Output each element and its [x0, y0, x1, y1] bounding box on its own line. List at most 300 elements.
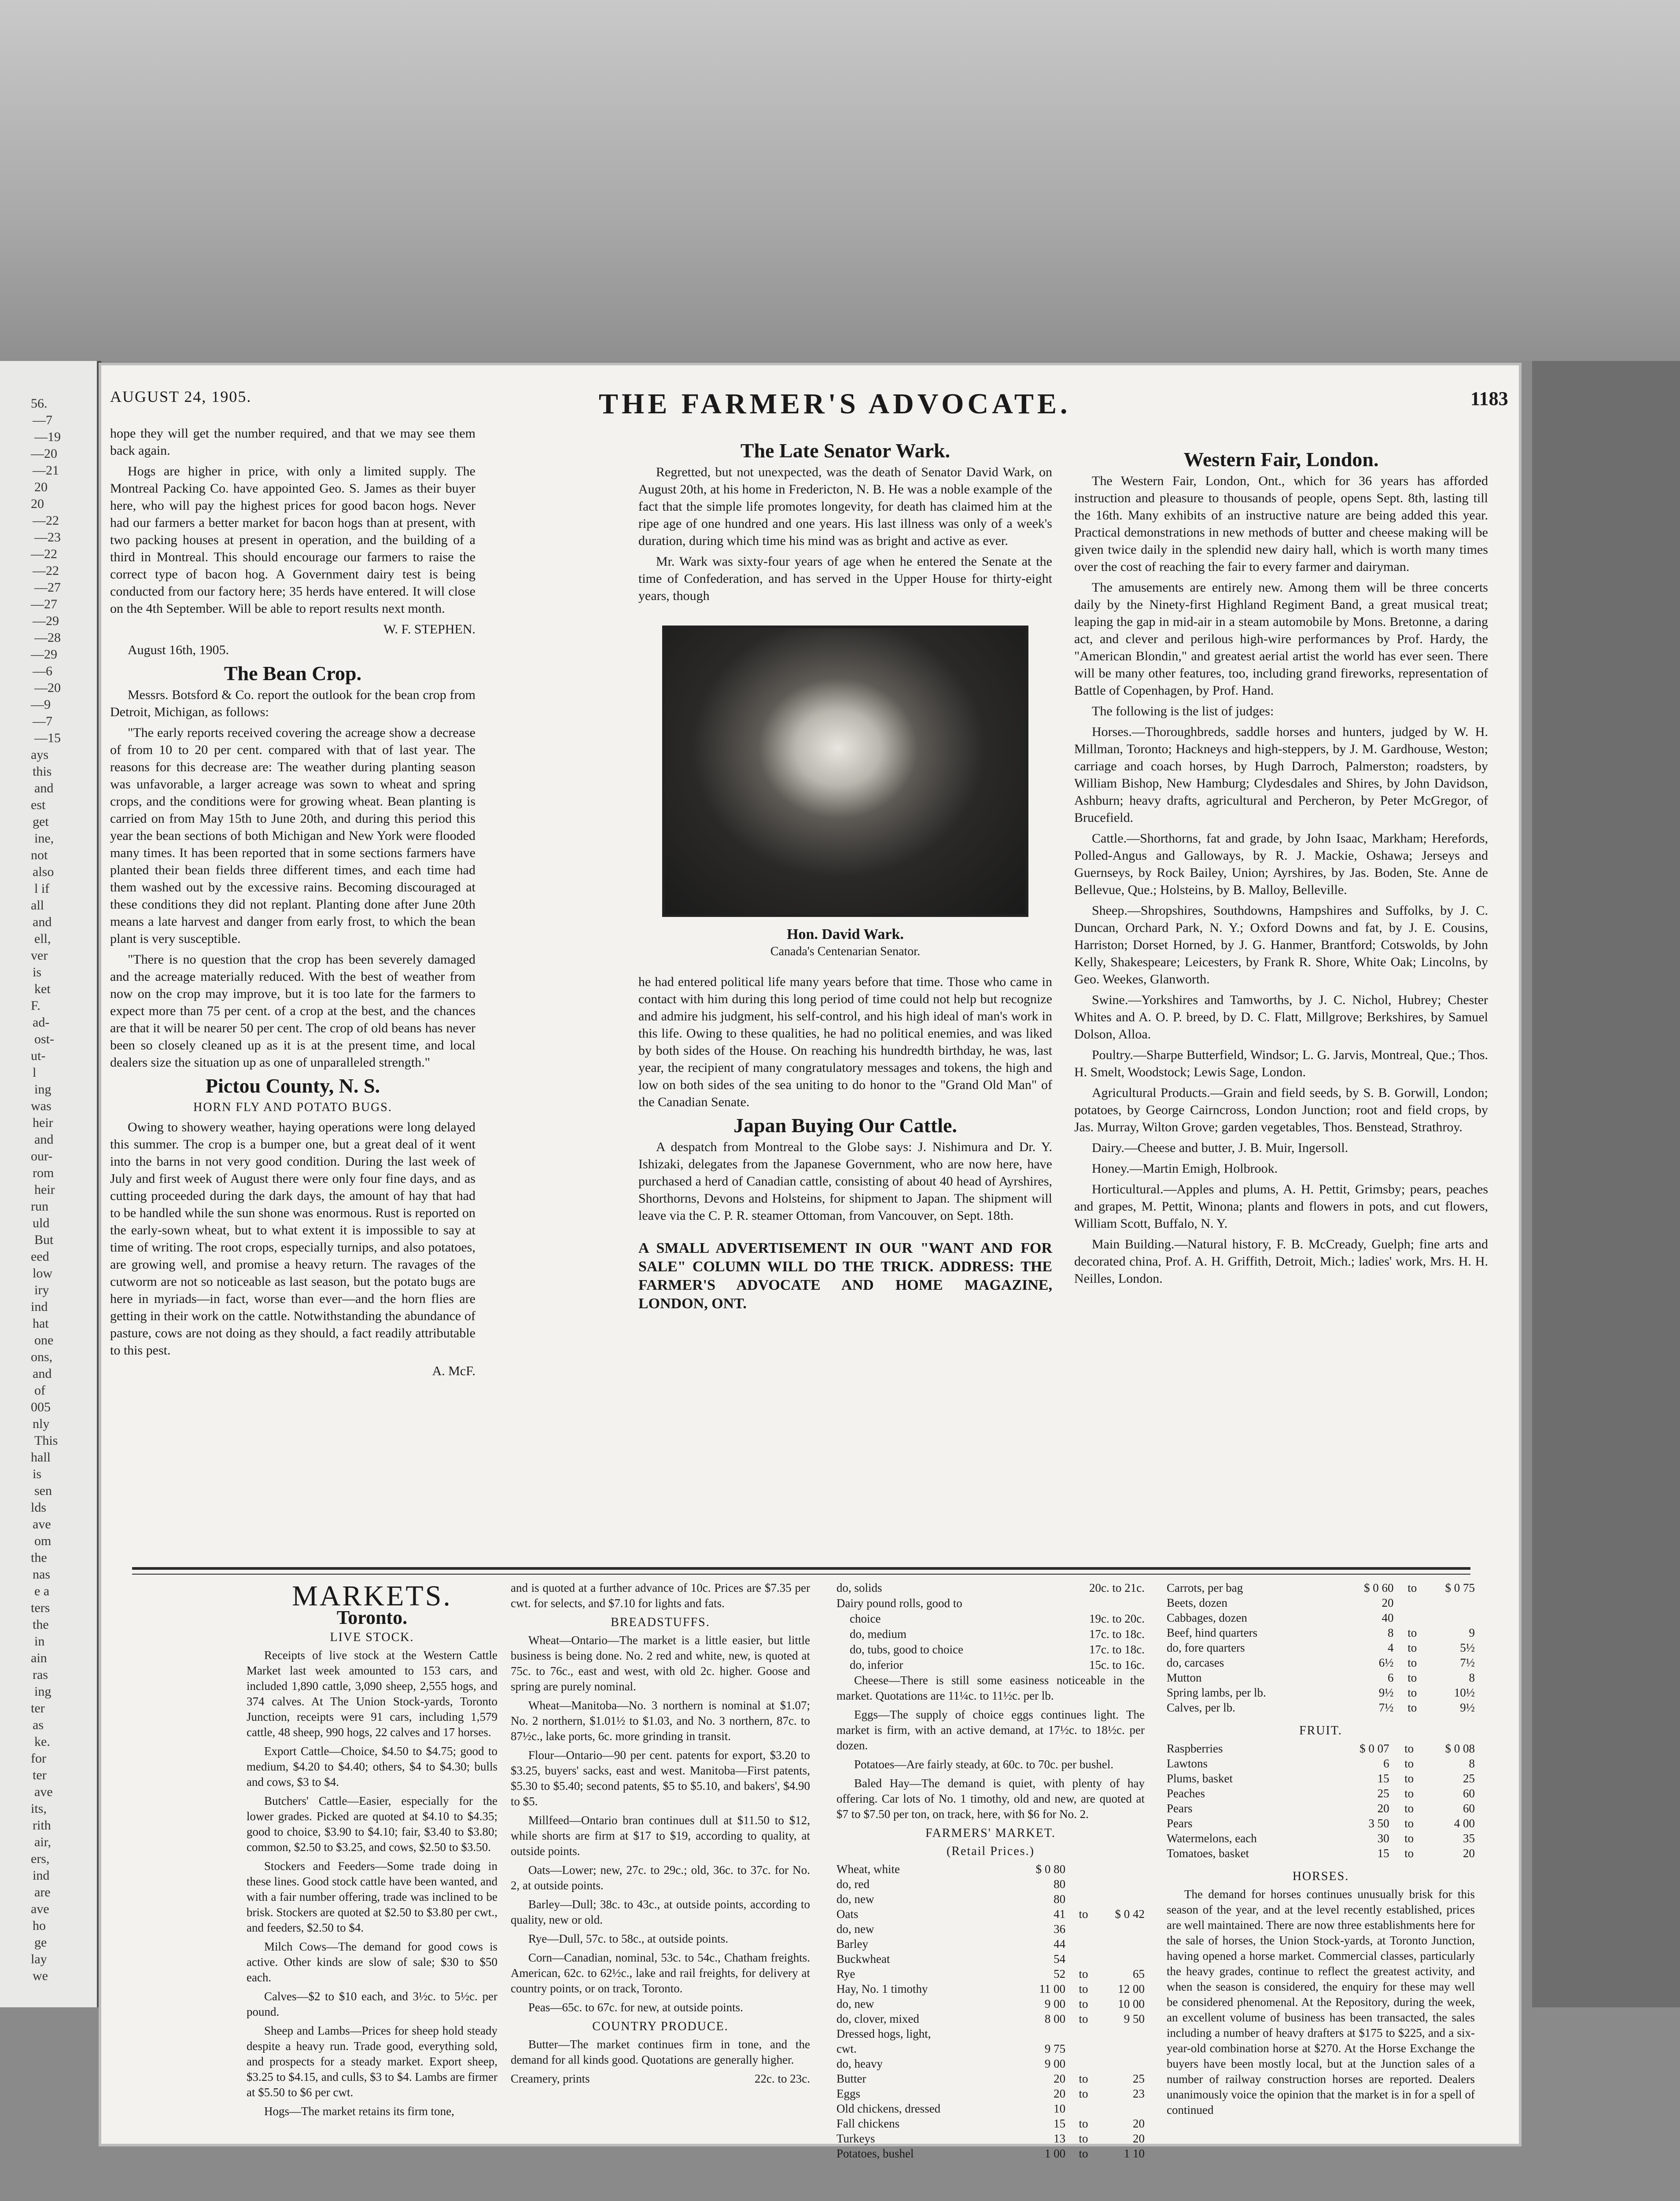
table-cell: Raspberries [1167, 1742, 1223, 1755]
table-cell: Mutton [1167, 1671, 1202, 1684]
table-cell: to [1079, 2117, 1088, 2130]
table-cell: 17c. to 18c. [1089, 1627, 1145, 1641]
adjacent-page-fragment: —28 [34, 630, 61, 645]
table-cell: 60 [1463, 1802, 1475, 1815]
adjacent-page-fragment: also [33, 865, 54, 879]
table-row [1167, 1685, 1475, 1700]
table-row [1167, 1801, 1475, 1816]
stephen-para: Hogs are higher in price, with only a limited supply. The Montreal Packing Co. have appointed Geo. S. James as their buyer here, who will pay the highest prices for good bacon hogs. Never had our farmers a better market for bacon hogs than at present, with two packing houses at present in operation, and the building of a third in Montreal. This should encourage our farmers to raise the correct type of bacon hog. A Government dairy test is being conducted from our factory here; 35 herds have entered. It will close on the 4th September. Will be able to report results next month. [110, 464, 475, 616]
breadstuffs-para: Flour—Ontario—90 per cent. patents for export, $3.20 to $3.25, buyers' sacks, east and west. Manitoba—First patents, $5.30 to $5.40; second patents, $5 to $5.10, and bakers', $4.90 to $5. [511, 1748, 810, 1808]
adjacent-page-fragment: for [31, 1751, 46, 1766]
fair-para: The Western Fair, London, Ont., which for 36 years has afforded instruction and pleasure to thousands of people, opens Sept. 8th, lasting till the 16th. Many exhibits of an instructive nature are being added this year. Practical demonstrations in new methods of butter and cheese making will be given twice daily in the splendid new dairy hall, which is worth many times over the cost of reaching the fair to every farmer and dairyman. [1074, 474, 1488, 574]
table-cell: to [1407, 1671, 1417, 1684]
table-cell: 4 [1388, 1641, 1394, 1654]
table-cell [1088, 1892, 1145, 1907]
fair-para: Sheep.—Shropshires, Southdowns, Hampshires and Suffolks, by J. C. Duncan, Orchard Park, N. Y.; Oxford Downs and fat, by J. E. Cousins, Harriston; Dorset Horned, by J. G. Hanmer, Brantford; Cotswolds, by John Kelly, Shakespeare; Leicesters, by Frank R. Shore, White Oak; Lincolns, by Geo. Weekes, Glanworth. [1074, 903, 1488, 986]
retail-note: (Retail Prices.) [947, 1844, 1035, 1858]
table-row [1167, 1741, 1475, 1756]
adjacent-page-fragment: ut- [31, 1049, 46, 1063]
table-cell: Oats [836, 1907, 858, 1921]
adjacent-page-fragment: hall [31, 1450, 51, 1465]
table-cell: 7½ [1460, 1656, 1475, 1669]
adjacent-page-fragment: —29 [31, 647, 57, 662]
table-row [836, 1996, 1145, 2011]
adjacent-page-fragment: hat [33, 1316, 49, 1331]
adjacent-page-fragment: uld [33, 1216, 50, 1230]
table-cell: 20 [1463, 1847, 1475, 1860]
breadstuffs-para: Rye—Dull, 57c. to 58c., at outside points. [528, 1932, 729, 1945]
adjacent-page-fragment: rom [33, 1166, 54, 1180]
bean-crop-heading: The Bean Crop. [224, 662, 362, 685]
adjacent-page-fragment: one [34, 1333, 54, 1347]
table-cell [1417, 1595, 1475, 1610]
horses-subheading: HORSES. [1292, 1870, 1349, 1883]
adjacent-page-fragment: —20 [34, 681, 61, 695]
adjacent-page-fragment: heir [33, 1115, 53, 1130]
adjacent-page-fragment: air, [34, 1835, 51, 1849]
table-cell: 25 [1133, 2072, 1145, 2085]
table-cell: 20 [1377, 1802, 1389, 1815]
table-cell: 7½ [1378, 1701, 1394, 1714]
pictou-subheading: HORN FLY AND POTATO BUGS. [193, 1100, 392, 1114]
bean-para: "The early reports received covering the acreage show a decrease of from 10 to 20 per cent. compared with that of last year. The reasons for this decrease are: The weather during planting season was unfavorable, a larger acreage was sown to wheat and spring crops, and the conditions were for growing wheat. Bean planting is carried on from May 15th to June 20th, and during this period this year the bean sections of both Michigan and New York were flooded many times. It has been reported that in some sections farmers have planted their bean fields three different times, and each time had them washed out by the excessive rains. Becoming discouraged at these conditions they did not replant. Planting done after June 20th means a late harvest and danger from early frost, to which the bean plant is very susceptible. [110, 725, 475, 946]
japan-heading: Japan Buying Our Cattle. [733, 1114, 957, 1137]
wark-portrait [662, 626, 1028, 917]
adjacent-page-fragment: ind [33, 1868, 50, 1883]
adjacent-page-fragment: —23 [34, 530, 61, 545]
table-cell: Cabbages, dozen [1167, 1611, 1247, 1624]
adjacent-page-fragment: —27 [31, 597, 57, 611]
adjacent-page-fragment: eed [31, 1249, 49, 1264]
livestock-para: Calves—$2 to $10 each, and 3½c. to 5½c. per pound. [247, 1990, 497, 2018]
table-cell: 80 [1054, 1892, 1066, 1906]
table-row [836, 1862, 1145, 1877]
table-cell: $ 0 07 [1359, 1742, 1389, 1755]
adjacent-page-fragment: —27 [34, 580, 61, 595]
bean-para: Messrs. Botsford & Co. report the outlook for the bean crop from Detroit, Michigan, as follows: [110, 688, 475, 719]
table-row [836, 2116, 1145, 2131]
table-cell [1065, 2101, 1088, 2116]
table-row [836, 1877, 1145, 1892]
table-cell: to [1404, 1802, 1414, 1815]
adjacent-page-fragment: —22 [33, 513, 59, 528]
table-cell: Peaches [1167, 1787, 1205, 1800]
adjacent-page-fragment: ave [34, 1785, 53, 1799]
table-row [836, 1611, 1145, 1627]
table-cell: Wheat, white [836, 1862, 900, 1876]
produce-para: Butter—The market continues firm in tone, and the demand for all kinds good. Quotations are generally higher. [511, 2038, 810, 2066]
table-cell [1065, 2026, 1088, 2041]
section-divider [132, 1567, 1470, 1570]
adjacent-page-fragment: get [33, 814, 49, 829]
masthead-title: THE FARMER'S ADVOCATE. [599, 388, 1071, 420]
fair-para: The amusements are entirely new. Among them will be three concerts daily by the Ninety-first Highland Regiment Band, a great musical treat; leaping the gap in mid-air in a steam automobile by Mons. Bretonne, a daring act, and clever and perilous high-wire performances by Prof. Hardy, the "American Blondin," and greatest aerial artist the world has ever seen. There will be many other features, too, including grand fireworks, representation of Battle of Copenhagen, by Prof. Hand. [1074, 580, 1488, 698]
table-cell: do, new [836, 1892, 874, 1906]
table-row [836, 1892, 1145, 1907]
table-cell: Buckwheat [836, 1952, 890, 1965]
markets-column-2 [511, 1580, 810, 2087]
markets-column-1 [247, 1580, 497, 2123]
adjacent-page-fragment: This [34, 1433, 58, 1448]
table-cell: 36 [1054, 1922, 1066, 1936]
table-row [1167, 1771, 1475, 1786]
table-cell: 8 [1469, 1671, 1475, 1684]
adjacent-page-fragment: the [31, 1550, 47, 1565]
table-row [1167, 1595, 1475, 1610]
adjacent-page-fragment: —15 [34, 731, 61, 745]
table-cell: Creamery, prints [511, 2072, 590, 2085]
table-cell: Plums, basket [1167, 1772, 1233, 1785]
table-cell: 9 75 [1044, 2042, 1066, 2055]
adjacent-page-fragment: —20 [31, 446, 57, 461]
table-cell: to [1079, 1997, 1088, 2010]
table-cell: 25 [1377, 1787, 1389, 1800]
table-cell: 22c. to 23c. [755, 2072, 810, 2085]
table-cell: 30 [1377, 1832, 1389, 1845]
table-cell: $ 0 80 [1035, 1862, 1066, 1876]
livestock-para: Sheep and Lambs—Prices for sheep hold steady despite a heavy run. Trade good, everything sold, and prospects for a steady market. Export sheep, $3.25 to $4.15, and culls, $3 to $4. Lambs are firmer at $5.50 to $6 per cwt. [247, 2024, 497, 2099]
pictou-heading: Pictou County, N. S. [205, 1075, 380, 1097]
table-cell: to [1407, 1701, 1417, 1714]
table-cell [1417, 1610, 1475, 1625]
adjacent-page-fragment: low [33, 1266, 52, 1281]
adjacent-page-fragment: ell, [34, 931, 51, 946]
table-row [1167, 1655, 1475, 1670]
table-cell: Beets, dozen [1167, 1596, 1227, 1609]
adjacent-page-fragment: sen [34, 1483, 52, 1498]
table-cell [1394, 1610, 1417, 1625]
adjacent-page-fragment: of [34, 1383, 45, 1398]
table-cell: Tomatoes, basket [1167, 1847, 1249, 1860]
livestock-para: Milch Cows—The demand for good cows is active. Other kinds are slow of sale; $30 to $50 each. [247, 1940, 497, 1984]
table-row [1167, 1625, 1475, 1640]
table-row [1167, 1700, 1475, 1715]
adjacent-page-fragment: ad- [33, 1015, 50, 1030]
butter-table [511, 2071, 810, 2087]
table-cell: 41 [1054, 1907, 1066, 1921]
table-cell: 25 [1463, 1772, 1475, 1785]
adjacent-page-fragment: ays [31, 747, 48, 762]
table-cell: Pears [1167, 1802, 1193, 1815]
breadstuffs-para: Barley—Dull; 38c. to 43c., at outside points, according to quality, new or old. [511, 1898, 810, 1926]
table-cell: to [1407, 1581, 1417, 1594]
adjacent-page-fragment: lay [31, 1952, 47, 1966]
fruit-subheading: FRUIT. [1299, 1724, 1342, 1737]
table-cell: Carrots, per bag [1167, 1581, 1243, 1594]
table-cell [1088, 1877, 1145, 1892]
table-row [1167, 1610, 1475, 1625]
table-cell: 80 [1054, 1877, 1066, 1891]
table-cell: do, clover, mixed [836, 2012, 919, 2025]
table-cell [1046, 1596, 1145, 1611]
country-produce-subheading: COUNTRY PRODUCE. [592, 2020, 729, 2033]
table-cell: 65 [1133, 1967, 1145, 1980]
adjacent-page-fragment: est [31, 798, 46, 812]
vegetables-meat-table [1167, 1580, 1475, 1715]
table-cell: 19c. to 20c. [1089, 1612, 1145, 1625]
table-cell: to [1079, 1967, 1088, 1980]
table-cell: do, medium [850, 1627, 906, 1641]
adjacent-page-fragment: 56. [31, 396, 48, 411]
table-cell: do, new [836, 1997, 874, 2010]
table-cell: 23 [1133, 2087, 1145, 2100]
table-cell: 60 [1463, 1787, 1475, 1800]
table-row [836, 1596, 1145, 1611]
adjacent-page-fragment: run [31, 1199, 48, 1214]
adjacent-page-fragment: ost- [34, 1032, 54, 1046]
adjacent-page-fragment: —9 [31, 697, 51, 712]
adjacent-page-fragment: nas [33, 1567, 50, 1582]
column-3 [1074, 445, 1488, 1291]
table-cell: Calves, per lb. [1167, 1701, 1235, 1714]
table-cell: 6 [1388, 1671, 1394, 1684]
adjacent-page-fragment: l [33, 1065, 37, 1080]
fair-para: Poultry.—Sharpe Butterfield, Windsor; L. G. Jarvis, Montreal, Que.; Thos. H. Smelt, Woodstock; Lewis Sage, London. [1074, 1048, 1488, 1079]
table-cell: 8 [1388, 1626, 1394, 1639]
adjacent-page-fragment: om [34, 1534, 52, 1548]
livestock-para: Receipts of live stock at the Western Cattle Market last week amounted to 153 cars, and included 1,890 cattle, 3,090 sheep, 2,555 hogs, and 374 calves. At The Union Stock-yards, Toronto Junction, receipts were 91 cars, including 1,579 cattle, 48 sheep, 990 hogs, 22 calves and 17 horses. [247, 1649, 497, 1739]
table-cell: 15 [1377, 1772, 1389, 1785]
hogs-continued: and is quoted at a further advance of 10c. Prices are $7.35 per cwt. for selects, and $7.10 for lights and fats. [511, 1581, 810, 1610]
table-cell: 9 [1469, 1626, 1475, 1639]
adjacent-page-fragment: ers, [31, 1851, 50, 1866]
adjacent-page-fragment: —21 [33, 463, 59, 478]
adjacent-page-fragment: in [34, 1634, 45, 1649]
portrait-subcaption: Canada's Centenarian Senator. [770, 945, 921, 958]
adjacent-page-fragment: —22 [33, 563, 59, 578]
table-row [836, 1966, 1145, 1981]
table-row [1167, 1640, 1475, 1655]
microfilm-top-margin [0, 0, 1680, 361]
adjacent-page-fragment: —19 [34, 430, 61, 444]
table-cell: 10 00 [1118, 1997, 1145, 2010]
table-row [836, 1580, 1145, 1596]
portrait-caption: Hon. David Wark. [787, 926, 904, 942]
table-cell: 3 50 [1368, 1817, 1389, 1830]
table-row [511, 2071, 810, 2087]
fair-para: Horses.—Thoroughbreds, saddle horses and hunters, judged by W. H. Millman, Toronto; Hackneys and high-steppers, by J. M. Gardhouse, Weston; carriage and coach horses, by Hugh Darroch, Palmerston; roadsters, by William Bishop, New Hamburg; Clydesdales and Shires, by John Davidson, Ashburn; heavy drafts, agricultural and Percheron, by Peter McGregor, of Brucefield. [1074, 725, 1488, 825]
table-cell [1088, 1921, 1145, 1936]
table-cell [1088, 2101, 1145, 2116]
adjacent-page-fragment: was [31, 1099, 52, 1113]
table-row [1167, 1831, 1475, 1846]
table-row [836, 1907, 1145, 1921]
table-cell: to [1404, 1742, 1414, 1755]
breadstuffs-para: Peas—65c. to 67c. for new, at outside points. [528, 2001, 743, 2014]
adjacent-page-fragment: But [34, 1233, 54, 1247]
fair-para: Cattle.—Shorthorns, fat and grade, by John Isaac, Markham; Herefords, Polled-Angus and Galloways, by R. J. Mackie, Oshawa; Jerseys and Guernseys, by Rock Bailey, Union; Ayrshires, by Jas. Boden, Ste. Anne de Bellevue, Que.; Holsteins, by B. Malloy, Belleville. [1074, 831, 1488, 897]
adjacent-page-fragment: our- [31, 1149, 53, 1163]
table-cell: 15 [1377, 1847, 1389, 1860]
table-cell: to [1079, 2132, 1088, 2145]
adjacent-page-fragment: ho [33, 1918, 46, 1933]
adjacent-page-fragment: —22 [31, 547, 57, 561]
table-cell: Turkeys [836, 2132, 875, 2145]
adjacent-page-fragment: —29 [33, 614, 59, 628]
table-cell: to [1407, 1641, 1417, 1654]
table-cell: Beef, hind quarters [1167, 1626, 1258, 1639]
adjacent-page-fragment: ind [31, 1299, 48, 1314]
adjacent-page-fragment: the [33, 1617, 49, 1632]
table-cell: $ 0 60 [1364, 1581, 1394, 1594]
advertisement-notice: A SMALL ADVERTISEMENT IN OUR "WANT AND FOR SALE" COLUMN WILL DO THE TRICK. ADDRESS: THE FARMER'S ADVOCATE AND HOME MAGAZINE, LONDON, ONT. [638, 1240, 1052, 1312]
table-cell: 9½ [1378, 1686, 1394, 1699]
stephen-para: hope they will get the number required, and that we may see them back again. [110, 426, 475, 458]
table-cell: 8 00 [1044, 2012, 1066, 2025]
adjacent-page-fragment: not [31, 848, 48, 862]
table-row [1167, 1756, 1475, 1771]
adjacent-page-fragment: 005 [31, 1400, 51, 1414]
adjacent-page-fragment: ge [34, 1935, 47, 1950]
adjacent-page-fragment: ing [34, 1082, 52, 1097]
adjacent-page-fragment: we [33, 1969, 48, 1983]
adjacent-page-fragment: this [33, 764, 52, 779]
markets-title: MARKETS. [292, 1580, 452, 1612]
adjacent-page-fragment: l if [34, 881, 50, 896]
japan-para: A despatch from Montreal to the Globe says: J. Nishimura and Dr. Y. Ishizaki, delegates from the Japanese Government, who are now here, have purchased a herd of Canadian cattle, consisting of about 40 head of Ayrshires, Shorthorns, Devons and Holsteins, for shipment to Japan. The shipment will leave via the C. P. R. steamer Ottoman, from Vancouver, on Sept. 18th. [638, 1140, 1052, 1223]
column-2 [638, 436, 1052, 1317]
adjacent-page-fragment: heir [34, 1182, 55, 1197]
adjacent-page-fragment: F. [31, 998, 41, 1013]
table-row [1167, 1846, 1475, 1861]
breadstuffs-para: Wheat—Ontario—The market is a little easier, but little business is being done. No. 2 red and white, new, is quoted at 75c. to 76c., east and west, with old 2c. higher. Goose and spring are purely nominal. [511, 1634, 810, 1693]
butter-table-continued [836, 1580, 1145, 1673]
table-cell: 9 00 [1044, 1997, 1066, 2010]
adjacent-page-fragment: its, [31, 1801, 47, 1816]
table-cell: 54 [1054, 1952, 1066, 1965]
table-row [836, 2131, 1145, 2146]
table-cell [1065, 1877, 1088, 1892]
produce-para: Cheese—There is still some easiness noticeable in the market. Quotations are 11¼c. to 11½c. per lb. [836, 1674, 1145, 1702]
fair-para: Swine.—Yorkshires and Tamworths, by J. C. Nichol, Hubrey; Chester Whites and A. O. P. breed, by D. C. Flatt, Millgrove; Berkshires, by Samuel Dolson, Alloa. [1074, 993, 1488, 1042]
column-1 [110, 425, 475, 1383]
produce-para: Potatoes—Are fairly steady, at 60c. to 70c. per bushel. [854, 1758, 1114, 1771]
produce-para: Eggs—The supply of choice eggs continues light. The market is firm, with an active demand, at 17½c. to 18½c. per dozen. [836, 1708, 1145, 1752]
markets-column-3 [836, 1580, 1145, 2161]
adjacent-page-fragment: nly [33, 1417, 50, 1431]
table-row [836, 1642, 1145, 1657]
table-cell: to [1404, 1757, 1414, 1770]
fair-para: Dairy.—Cheese and butter, J. B. Muir, Ingersoll. [1092, 1141, 1348, 1155]
table-cell: 15c. to 16c. [1089, 1658, 1145, 1671]
horses-para: The demand for horses continues unusually brisk for this season of the year, and at the level recently established, prices are well maintained. There are now three establishments here for the sale of horses, the Union Stock-yards, at Toronto Junction, having opened a horse market. Commercial classes, particularly the heavy grades, continue to reflect the greatest activity, and when the season is considered, the enquiry for these may well be considered phenomenal. At the Repository, during the week, an excellent volume of business has been transacted, the sales including a number of heavy drafters at $175 to $225, and a six-year-old combination horse at $270. At the Horse Exchange the buyers have been mostly local, but at the Junction sales of a number of railway construction horses are reported. Dealers unanimously voice the opinion that the market is in for a spell of continued [1167, 1888, 1475, 2116]
table-row [836, 1981, 1145, 1996]
table-cell: 20 [1133, 2117, 1145, 2130]
table-cell: 1 00 [1044, 2147, 1066, 2160]
table-cell [1065, 1951, 1088, 1966]
table-cell: to [1407, 1656, 1417, 1669]
table-row [836, 1921, 1145, 1936]
table-cell: $ 0 08 [1445, 1742, 1475, 1755]
table-cell [1065, 1862, 1088, 1877]
adjacent-page-fragment: ine, [34, 831, 54, 846]
farmers-market-subheading: FARMERS' MARKET. [925, 1826, 1056, 1840]
table-cell: Old chickens, dressed [836, 2102, 941, 2115]
adjacent-page-fragment: 20 [31, 497, 44, 511]
table-row [836, 2146, 1145, 2161]
table-cell: $ 0 42 [1115, 1907, 1145, 1921]
table-cell: do, fore quarters [1167, 1641, 1245, 1654]
produce-para: Baled Hay—The demand is quiet, with plenty of hay offering. Car lots of No. 1 timothy, old and new, are quoted at $7 to $7.50 per ton, on track, here, with $6 for No. 2. [836, 1777, 1145, 1821]
table-cell: Dairy pound rolls, good to [836, 1597, 962, 1610]
breadstuffs-para: Oats—Lower; new, 27c. to 29c.; old, 36c. to 37c. for No. 2, at outside points. [511, 1863, 810, 1892]
table-cell: 8 [1469, 1757, 1475, 1770]
table-cell [1065, 2056, 1088, 2071]
table-row [836, 2026, 1145, 2041]
wark-continued: he had entered political life many years before that time. Those who came in contact with him during this long period of time could not help but recognize and admire his judgment, his self-control, and his high ideal of man's work in this life. Owing to these qualities, he had no political enemies, and was liked by both sides of the House. On reaching his hundredth birthday, he was, last year, the recipient of many congratulatory messages and tokens, the high and low on both sides of the sea uniting to do honor to the "Grand Old Man" of the Canadian Senate. [638, 975, 1052, 1109]
table-cell [1394, 1595, 1417, 1610]
wark-para: Mr. Wark was sixty-four years of age when he entered the Senate at the time of Confederation, and has served in the Upper House for thirty-eight years, though [638, 554, 1052, 603]
table-cell: Potatoes, bushel [836, 2147, 914, 2160]
table-cell: choice [850, 1612, 881, 1625]
table-cell [1065, 1892, 1088, 1907]
table-row [836, 2056, 1145, 2071]
table-cell: to [1404, 1787, 1414, 1800]
table-cell [1065, 2041, 1088, 2056]
table-cell: 10½ [1454, 1686, 1475, 1699]
livestock-para: Export Cattle—Choice, $4.50 to $4.75; good to medium, $4.20 to $4.40; others, $4 to $4.30; bulls and cows, $3 to $4. [247, 1745, 497, 1789]
adjacent-page-fragment: and [34, 1132, 54, 1147]
table-cell: 44 [1054, 1937, 1066, 1951]
table-cell: 20 [1054, 2087, 1066, 2100]
table-cell: do, inferior [850, 1658, 903, 1671]
table-cell: $ 0 75 [1445, 1581, 1475, 1594]
table-cell [1088, 1862, 1145, 1877]
table-cell: 1 10 [1124, 2147, 1145, 2160]
table-row [1167, 1816, 1475, 1831]
western-fair-heading: Western Fair, London. [1183, 448, 1379, 471]
adjacent-page-fragment: as [33, 1718, 44, 1732]
table-cell: Fall chickens [836, 2117, 900, 2130]
table-row [836, 1657, 1145, 1673]
table-cell: 17c. to 18c. [1089, 1643, 1145, 1656]
table-cell: Rye [836, 1967, 855, 1980]
table-cell [1088, 2026, 1145, 2041]
table-cell: do, red [836, 1877, 869, 1891]
livestock-para: Hogs—The market retains its firm tone, [264, 2105, 454, 2118]
stephen-date: August 16th, 1905. [128, 643, 229, 657]
fair-para: The following is the list of judges: [1092, 704, 1274, 718]
adjacent-page-fragment: and [33, 915, 52, 929]
table-cell: do, solids [836, 1581, 882, 1594]
table-cell: to [1079, 2012, 1088, 2025]
table-cell: 9 50 [1124, 2012, 1145, 2025]
table-cell: to [1407, 1626, 1417, 1639]
fair-para: Agricultural Products.—Grain and field seeds, by S. B. Gorwill, London; potatoes, by George Cairncross, London Junction; root and field crops, by Jas. Murray, Wilton Grove; garden vegetables, Thos. Benstead, Strathroy. [1074, 1086, 1488, 1134]
table-cell: Eggs [836, 2087, 860, 2100]
table-cell: to [1404, 1817, 1414, 1830]
table-cell: Pears [1167, 1817, 1193, 1830]
table-cell: 6 [1383, 1757, 1389, 1770]
section-divider-thin [132, 1574, 1470, 1575]
adjacent-page-fragment: are [34, 1885, 51, 1899]
issue-date: AUGUST 24, 1905. [110, 388, 252, 405]
adjacent-page-fragment: —6 [33, 664, 52, 678]
table-cell: to [1079, 2147, 1088, 2160]
table-row [836, 2101, 1145, 2116]
farmers-market-table [836, 1862, 1145, 2161]
adjacent-page-fragment: 20 [34, 480, 48, 494]
table-cell: 12 00 [1118, 1982, 1145, 1995]
table-cell: 20c. to 21c. [1089, 1581, 1145, 1594]
adjacent-page-fragment: and [34, 781, 54, 795]
adjacent-page-fragment: ter [33, 1768, 47, 1782]
table-cell: Barley [836, 1937, 868, 1951]
table-cell: Dressed hogs, light, [836, 2027, 931, 2040]
table-cell: to [1404, 1772, 1414, 1785]
adjacent-page-fragment: ing [34, 1684, 52, 1699]
table-cell [1088, 1951, 1145, 1966]
